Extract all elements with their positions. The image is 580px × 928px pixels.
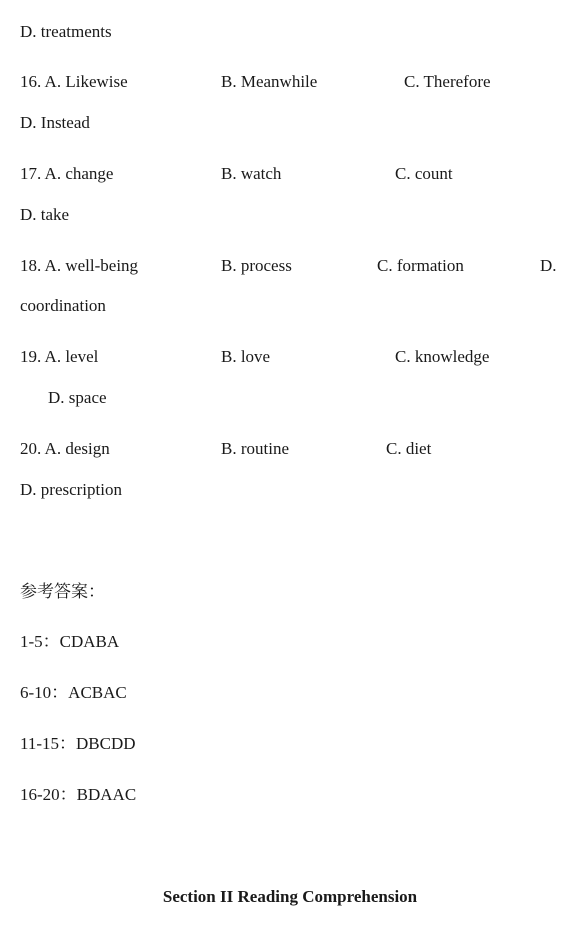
section-heading: Section II Reading Comprehension (162, 887, 418, 906)
q16-option-d: D. Instead (20, 113, 90, 132)
q19-option-d: D. space (48, 388, 107, 407)
q18-option-c: C. formation (377, 256, 464, 275)
q18-option-a: 18. A. well-being (20, 256, 139, 275)
answer-row-4: 16-20：BDAAC (20, 785, 137, 804)
q19-option-c: C. knowledge (395, 347, 490, 366)
q15-option-d: D. treatments (20, 22, 112, 41)
answer-row-3: 11-15：DBCDD (20, 734, 136, 753)
answer-key-title: 参考答案： (20, 582, 105, 601)
q16-option-c: C. Therefore (404, 72, 491, 91)
q20-option-d: D. prescription (20, 480, 122, 499)
q18-option-d-prefix: D. (540, 256, 557, 275)
q20-option-b: B. routine (221, 439, 289, 458)
q18-option-b: B. process (221, 256, 292, 275)
q20-option-c: C. diet (386, 439, 432, 458)
q17-option-a: 17. A. change (20, 164, 114, 183)
answer-row-2: 6-10：ACBAC (20, 683, 127, 702)
q16-option-a: 16. A. Likewise (20, 72, 128, 91)
q19-option-a: 19. A. level (20, 347, 99, 366)
answer-row-1: 1-5：CDABA (20, 632, 120, 651)
q17-option-c: C. count (395, 164, 453, 183)
q16-option-b: B. Meanwhile (221, 72, 318, 91)
q19-option-b: B. love (221, 347, 271, 366)
q20-option-a: 20. A. design (20, 439, 110, 458)
q17-option-d: D. take (20, 205, 70, 224)
q18-option-d-word: coordination (20, 296, 106, 315)
q17-option-b: B. watch (221, 164, 282, 183)
